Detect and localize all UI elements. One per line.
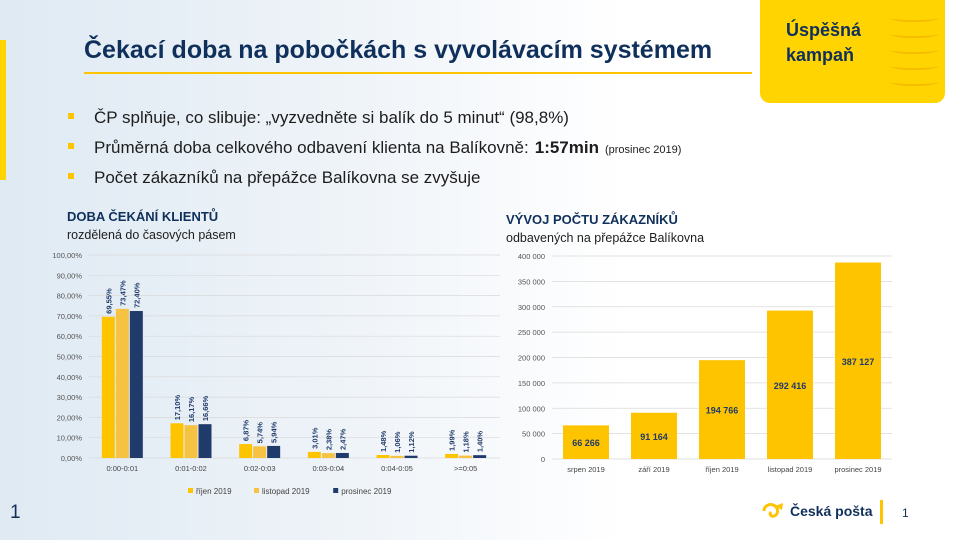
y-tick-label: 40,00% [56, 372, 82, 382]
y-tick-label: 80,00% [56, 291, 82, 301]
data-label: 1,18% [461, 431, 471, 453]
y-tick-label: 100,00% [52, 251, 82, 260]
data-label: 5,74% [255, 422, 265, 444]
data-label: 2,38% [324, 428, 334, 451]
data-label: 292 416 [773, 380, 807, 391]
bar [102, 317, 115, 458]
data-label: 73,47% [118, 280, 128, 306]
x-tick-label: srpen 2019 [567, 465, 605, 474]
chart2-title: VÝVOJ POČTU ZÁKAZNÍKŮ [506, 212, 678, 227]
y-tick-label: 100 000 [517, 404, 545, 414]
badge-line-2: kampaň [786, 45, 855, 65]
x-tick-label: 0:00-0:01 [106, 464, 139, 473]
bar [445, 454, 458, 458]
footer-number: 1 [10, 502, 21, 523]
data-label: 66 266 [572, 438, 600, 449]
y-tick-label: 400 000 [517, 252, 545, 261]
y-tick-label: 30,00% [56, 393, 82, 403]
data-label: 17,10% [173, 394, 182, 421]
bar [377, 455, 390, 458]
bar [322, 453, 335, 458]
y-tick-label: 90,00% [56, 271, 82, 281]
posthorn-icon [762, 502, 784, 520]
y-tick-label: 50 000 [522, 429, 545, 439]
legend-swatch [188, 488, 193, 493]
y-tick-label: 20,00% [56, 413, 82, 423]
x-tick-label: >=0:05 [453, 464, 478, 473]
bullet-text: ČP splňuje, co slibuje: „vyzvedněte si balík do 5 minut“ (98,8%) [94, 108, 569, 127]
data-label: 1,99% [447, 429, 457, 451]
y-tick-label: 70,00% [56, 311, 82, 321]
data-label: 69,55% [104, 288, 114, 314]
chart1-subtitle: rozdělená do časových pásem [67, 228, 236, 242]
ceska-posta-logo [762, 502, 872, 520]
data-label: 3,01% [310, 427, 320, 449]
bar [116, 309, 129, 458]
bar [267, 446, 280, 458]
data-label: 1,06% [393, 431, 402, 453]
data-label: 387 127 [841, 356, 875, 367]
x-tick-label: listopad 2019 [767, 465, 813, 474]
footer-separator [880, 500, 883, 524]
bullet-text: Průměrná doba celkového odbavení klienta na Balíkovně: [94, 138, 529, 157]
badge-line-1: Úspěšná [786, 20, 862, 40]
page-number: 1 [902, 506, 909, 520]
x-tick-label: prosinec 2019 [834, 465, 882, 474]
data-label: 91 164 [640, 431, 668, 442]
x-tick-label: 0:04-0:05 [381, 464, 413, 473]
data-label: 6,87% [241, 419, 251, 442]
legend-label: říjen 2019 [196, 487, 232, 496]
y-tick-label: 60,00% [56, 332, 82, 342]
y-tick-label: 0 [540, 455, 545, 464]
legend-swatch [254, 488, 259, 493]
bullet-text: Počet zákazníků na přepážce Balíkovna se zvyšuje [94, 168, 481, 187]
bar [405, 456, 418, 458]
data-label: 1,40% [475, 430, 485, 453]
x-tick-label: říjen 2019 [705, 465, 739, 474]
data-label: 2,47% [338, 428, 348, 450]
bar [199, 424, 212, 458]
y-tick-label: 300 000 [517, 302, 545, 312]
data-label: 16,66% [201, 395, 210, 422]
logo-text: Česká pošta [790, 503, 873, 519]
slide-title: Čekací doba na pobočkách s vyvolávacím systémem [84, 36, 713, 64]
y-tick-label: 150 000 [517, 378, 545, 388]
y-tick-label: 250 000 [517, 328, 545, 338]
bar [308, 452, 321, 458]
y-tick-label: 10,00% [56, 433, 82, 443]
y-tick-label: 50,00% [56, 352, 82, 362]
data-label: 194 766 [705, 405, 739, 416]
bar [253, 446, 266, 458]
bullet-bold-value: 1:57min [534, 138, 599, 157]
bullet-note: (prosinec 2019) [604, 144, 682, 156]
data-label: 1,48% [379, 430, 388, 452]
legend-swatch [333, 488, 338, 493]
y-tick-label: 350 000 [517, 277, 545, 287]
x-tick-label: 0:01-0:02 [175, 464, 207, 473]
data-label: 16,17% [187, 396, 196, 423]
bar [336, 453, 349, 458]
x-tick-label: září 2019 [638, 465, 670, 474]
y-tick-label: 0,00% [60, 454, 82, 463]
data-label: 1,12% [407, 431, 416, 453]
chart2-subtitle: odbavených na přepážce Balíkovna [506, 231, 705, 245]
x-tick-label: 0:03-0:04 [312, 464, 345, 473]
data-label: 72,40% [132, 282, 142, 309]
bar [130, 311, 143, 458]
bar [185, 425, 198, 458]
data-label: 5,94% [269, 421, 279, 443]
bar [459, 456, 472, 458]
bar [239, 444, 252, 458]
legend-label: prosinec 2019 [341, 487, 392, 496]
chart1-title: DOBA ČEKÁNÍ KLIENTŮ [67, 209, 219, 224]
legend-label: listopad 2019 [262, 487, 310, 496]
bar [391, 456, 404, 458]
y-tick-label: 200 000 [517, 353, 545, 363]
bar [473, 455, 486, 458]
bar [171, 423, 184, 458]
x-tick-label: 0:02-0:03 [243, 464, 276, 473]
